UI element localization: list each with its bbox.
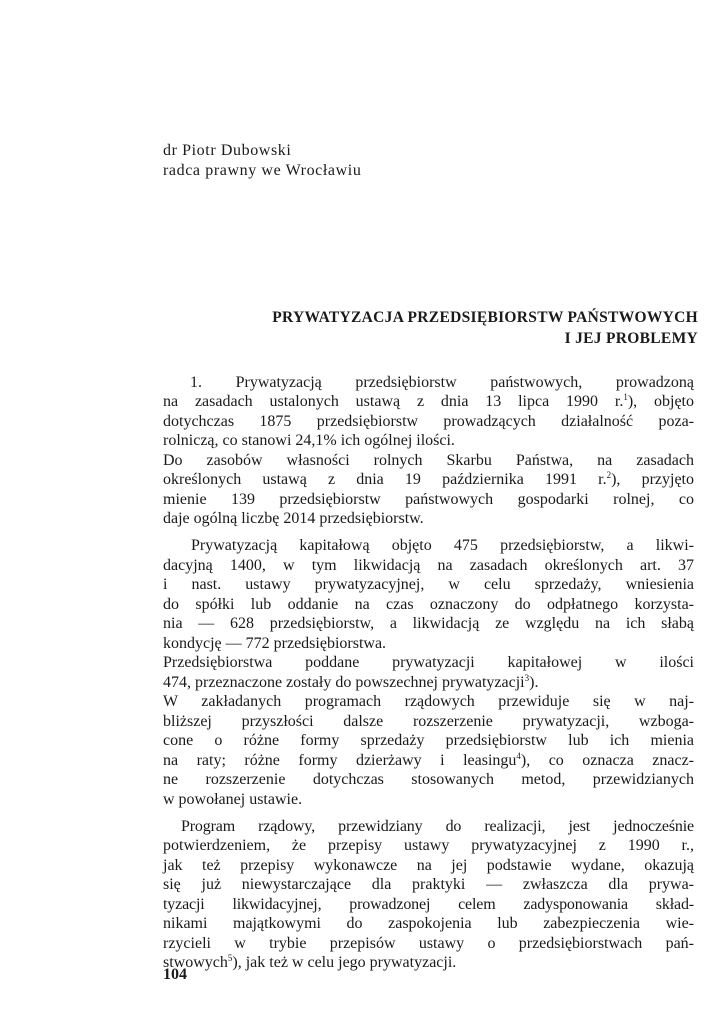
text-line: i nast. ustawy prywatyzacyjnej, w celu sprzedaży, wniesienia [163, 576, 694, 593]
text-line: bliższej przyszłości dalsze rozszerzenie prywatyzacji, wzboga- [163, 713, 694, 730]
text-line [163, 751, 694, 771]
text-line [163, 470, 694, 490]
footnote-ref-5[interactable]: 5 [227, 953, 233, 963]
text-line: 1. Prywatyzacją przedsiębiorstw państwowych, prowadzoną [190, 374, 694, 391]
text-line: W zakładanych programach rządowych przewiduje się w naj- [163, 693, 694, 710]
text-line: ne rozszerzenie dotychczas stosowanych metod, przewidzianych [163, 771, 694, 788]
text-span: ), jak też w celu jego prywatyzacji. [232, 954, 457, 971]
text-line: mienie 139 przedsiębiorstw państwowych gospodarki rolnej, co [163, 491, 694, 508]
footnote-ref-3[interactable]: 3 [524, 673, 530, 683]
footnote-ref-2[interactable]: 2 [606, 470, 612, 480]
author-affiliation: radca prawny we Wrocławiu [163, 162, 362, 179]
text-span: określonych ustawą z dnia 19 października 1991 r. [163, 471, 607, 488]
text-line [163, 673, 694, 693]
text-span: na zasadach ustalonych ustawą z dnia 13 lipca 1990 r. [163, 393, 624, 410]
text-span: stwowych [163, 954, 228, 971]
text-span: ). [529, 674, 539, 691]
text-span: 474, przeznaczone zostały do powszechnej prywatyzacji [163, 674, 525, 691]
text-line: nia — 628 przedsiębiorstw, a likwidacją ze względu na ich słabą [163, 615, 694, 632]
footnote-ref-1[interactable]: 1 [623, 392, 628, 402]
text-line: Przedsiębiorstwa poddane prywatyzacji kapitałowej w ilości [163, 654, 694, 671]
text-line: dacyjną 1400, w tym likwidacją na zasadach określonych art. 37 [163, 557, 694, 574]
text-span: ), co oznacza znacz- [520, 752, 695, 769]
text-line: do spółki lub oddanie na czas oznaczony do odpłatnego korzysta- [163, 596, 694, 613]
text-line: jak też przepisy wykonawcze na jej podstawie wydane, okazują [163, 857, 694, 874]
text-span: na raty; różne formy dzierżawy i leasingu [163, 752, 517, 769]
text-line: Do zasobów własności rolnych Skarbu Państwa, na zasadach [163, 452, 694, 469]
text-line: potwierdzeniem, że przepisy ustawy prywatyzacyjnej z 1990 r., [163, 837, 694, 854]
text-line: daje ogólną liczbę 2014 przedsiębiorstw. [163, 510, 424, 527]
text-line: nikami majątkowymi do zaspokojenia lub zabezpieczenia wie- [163, 915, 694, 932]
page-number: 104 [163, 966, 187, 983]
author-name: dr Piotr Dubowski [163, 142, 292, 159]
text-line: Prywatyzacją kapitałową objęto 475 przedsiębiorstw, a likwi- [191, 537, 694, 554]
text-line: Program rządowy, przewidziany do realizacji, jest jednocześnie [181, 818, 694, 835]
text-line: cone o różne formy sprzedaży przedsiębiorstw lub ich mienia [163, 732, 694, 749]
text-line [163, 392, 694, 412]
author-block [163, 141, 361, 181]
text-line: dotychczas 1875 przedsiębiorstw prowadzących działalność poza- [163, 413, 694, 430]
footnote-ref-4[interactable]: 4 [516, 751, 521, 761]
text-span: ), objęto [627, 393, 694, 410]
text-line: tyzacji likwidacyjnej, prowadzonej celem zadysponowania skład- [163, 896, 694, 913]
text-line: się już niewystarczające dla praktyki — zwłaszcza dla prywa- [163, 876, 694, 893]
text-line: rzycieli w trybie przepisów ustawy o przedsiębiorstwach pań- [163, 935, 694, 952]
text-span: ), przyjęto [611, 471, 695, 488]
text-line: w powołanej ustawie. [163, 791, 303, 808]
article-title-line-1: PRYWATYZACJA PRZEDSIĘBIORSTW PAŃSTWOWYCH [272, 309, 698, 326]
text-line: rolniczą, co stanowi 24,1% ich ogólnej ilości. [163, 432, 455, 449]
article-title-line-2: I JEJ PROBLEMY [564, 330, 698, 347]
text-line [163, 953, 694, 973]
text-line: kondycję — 772 przedsiębiorstwa. [163, 635, 387, 652]
